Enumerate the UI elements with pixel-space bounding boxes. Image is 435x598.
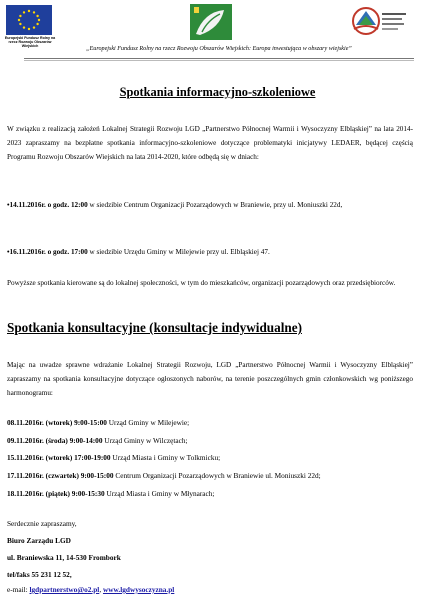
footer-greeting: Serdecznie zapraszamy, [7,519,77,528]
schedule-row [7,471,427,489]
footer-phone: tel/faks 55 231 12 52, [7,570,72,579]
schedule-where: Urząd Gminy w Wilczętach; [102,435,188,445]
eu-caption: Europejski Fundusz Rolny na rzecz Rozwoju Obszarów Wiejskich [4,36,56,49]
email-label: e-mail: [7,585,30,594]
meeting-2-date: •16.11.2016r. o godz. 17:00 [7,248,88,256]
meeting-2 [7,245,413,259]
schedule-when: 18.11.2016r. (piątek) 9:00-15:30 [7,488,105,498]
schedule-row [7,453,427,471]
header-tagline: „Europejski Fundusz Rolny na rzecz Rozwoju Obszarów Wiejskich: Europa inwestująca w obszary wiejskie” [86,46,352,52]
section1-audience: Powyższe spotkania kierowane są do lokalnej społeczności, w tym do mieszkańców, organizacji pozarządowych oraz przedsiębiorców. [7,279,396,287]
schedule-row [7,489,427,507]
schedule-row [7,436,427,454]
schedule-where: Urząd Miasta i Gminy w Młynarach; [104,488,215,498]
meeting-1-location: w siedzibie Centrum Organizacji Pozarządowych w Braniewie, przy ul. Moniuszki 22d, [87,201,343,209]
schedule-when: 09.11.2016r. (środa) 9:00-14:00 [7,435,103,445]
footer-office: Biuro Zarządu LGD [7,536,71,545]
meeting-1-date: •14.11.2016r. o godz. 12:00 [7,201,88,209]
eu-logo [6,5,52,35]
lgd-emblem-icon [350,3,408,43]
meeting-2-location: w siedzibie Urzędu Gminy w Milejewie przy ul. Elbląskiej 47. [87,248,270,256]
schedule-where: Urząd Miasta i Gminy w Tolkmicku; [110,453,221,463]
meeting-1 [7,198,413,212]
lgd-logo [350,3,408,43]
schedule-row [7,418,427,436]
eu-flag-icon [6,5,52,35]
email-link[interactable]: lgdpartnerstwo@o2.pl [29,585,100,594]
section1-intro: W związku z realizacją założeń Lokalnej Strategii Rozwoju LGD „Partnerstwo Północnej Warmii i Wysoczyzny Elbląskiej” na lata 2014-2023 zapraszamy na bezpłatne spotkania informacyjno-szkoleniowe dotyczące problematyki inicjatywy LEDAER, będącej częścią Programu Rozwoju Obszarów Wiejskich na lata 2014-2020, które odbędą się w dniach: [7,125,413,162]
contact-separator: , [99,585,103,594]
footer-contact-line [7,585,174,594]
footer-address: ul. Braniewska 11, 14-530 Frombork [7,553,121,562]
header-divider-2 [24,60,414,61]
schedule-when: 15.11.2016r. (wtorek) 17:00-19:00 [7,453,111,463]
section2-intro: Mając na uwadze sprawne wdrażanie Lokalnej Strategii Rozwoju, LGD „Partnerstwo Północnej Warmii i Wysoczyzny Elbląskiej” zapraszamy na spotkania konsultacyjne dotyczące ogłoszonych naborów, na terenie poszczególnych gmin członkowskich wg poniższego harmonogramu: [7,361,413,398]
schedule-when: 08.11.2016r. (wtorek) 9:00-15:00 [7,418,107,427]
schedule-where: Centrum Organizacji Pozarządowych w Braniewie ul. Moniuszki 22d; [113,471,321,481]
leader-logo [190,4,232,40]
section1-title: Spotkania informacyjno-szkoleniowe [119,85,316,99]
leader-emblem-icon [190,4,232,40]
section2-title: Spotkania konsultacyjne (konsultacje indywidualne) [7,320,302,335]
consultation-schedule [7,418,427,506]
website-link[interactable]: www.lgdwysoczyzna.pl [102,585,175,594]
header-divider [24,58,414,59]
schedule-where: Urząd Gminy w Milejewie; [106,418,190,427]
schedule-when: 17.11.2016r. (czwartek) 9:00-15:00 [7,471,114,481]
